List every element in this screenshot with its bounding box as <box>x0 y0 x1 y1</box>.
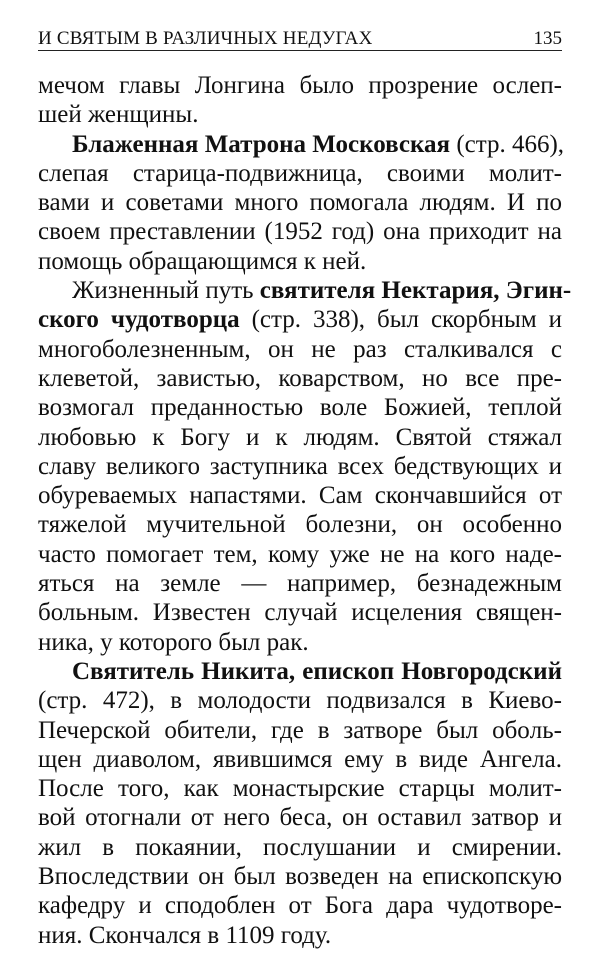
text-line <box>38 335 562 364</box>
text-segment: клеветой, завистью, коварством, но все пре- <box>38 364 562 392</box>
page-number: 135 <box>533 28 562 49</box>
text-line <box>38 891 562 920</box>
bold-name: ского чудотворца <box>38 306 240 334</box>
text-line <box>38 364 562 393</box>
text-segment: возмогал преданностью воле Божией, теплой <box>38 394 562 422</box>
text-segment: вой отогнали от него беса, он оставил затвор и <box>38 804 562 832</box>
running-title: И СВЯТЫМ В РАЗЛИЧНЫХ НЕДУГАХ <box>38 28 373 49</box>
bold-name: Святитель Никита, епископ Новгородский <box>72 657 562 685</box>
text-line <box>38 159 562 188</box>
text-line <box>38 305 562 334</box>
text-segment: Жизненный путь <box>72 277 260 305</box>
text-line <box>38 628 562 657</box>
paragraph <box>38 71 562 130</box>
text-line <box>38 657 562 686</box>
text-line <box>38 745 562 774</box>
text-line <box>38 803 562 832</box>
text-line <box>38 276 572 305</box>
text-line <box>38 100 562 129</box>
text-line <box>38 833 562 862</box>
text-segment: тяжелой мучительной болезни, он особенно <box>38 511 562 539</box>
text-segment: (стр. 472), в молодости подвизался в Киево- <box>38 687 562 715</box>
text-segment: После того, как монастырские старцы молит- <box>38 775 562 803</box>
paragraph <box>38 130 565 276</box>
text-line <box>38 130 565 159</box>
text-segment: больным. Известен случай исцеления священ- <box>38 599 562 627</box>
text-line <box>38 921 562 950</box>
text-segment: вами и советами много помогала людям. И по <box>38 189 562 217</box>
text-line <box>38 481 562 510</box>
text-line <box>38 71 562 100</box>
text-line <box>38 393 562 422</box>
text-line <box>38 598 562 627</box>
paragraph <box>38 657 562 950</box>
text-line <box>38 540 562 569</box>
text-segment: мечом главы Лонгина было прозрение ослеп- <box>38 72 562 99</box>
text-line <box>38 510 562 539</box>
text-line <box>38 217 562 246</box>
text-segment: яться на земле — например, безнадежным <box>38 570 562 598</box>
text-segment: (стр. 466), <box>450 130 565 158</box>
text-segment: славу великого заступника всех бедствующих и <box>38 452 562 480</box>
text-segment: кафедру и сподоблен от Бога дара чудотворе- <box>38 892 562 920</box>
bold-name: Блаженная Матрона Московская <box>72 130 451 158</box>
text-segment: жил в покаянии, послушании и смирении. <box>38 833 562 861</box>
text-line <box>38 569 562 598</box>
text-segment: любовью к Богу и к людям. Святой стяжал <box>38 423 562 451</box>
text-segment: ника, у которого был рак. <box>38 628 309 656</box>
text-segment: шей женщины. <box>38 101 199 129</box>
text-segment: своем преставлении (1952 год) она приходит на <box>38 218 562 246</box>
text-line <box>38 716 562 745</box>
text-segment: Печерской обители, где в затворе был обoль- <box>38 716 562 744</box>
text-line <box>38 862 562 891</box>
page-body <box>38 71 572 950</box>
text-line <box>38 423 562 452</box>
text-segment: слепая старица-подвижница, своими молит- <box>38 159 562 187</box>
text-segment: часто помогает тем, кому уже не на кого наде- <box>38 540 562 568</box>
text-segment: Впоследствии он был возведен на епископскую <box>38 863 562 891</box>
text-line <box>38 452 562 481</box>
text-segment: ния. Скончался в 1109 году. <box>38 921 332 949</box>
text-line <box>38 774 562 803</box>
text-segment: помощь обращающимся к ней. <box>38 247 367 275</box>
running-header <box>38 24 562 51</box>
paragraph <box>38 276 572 657</box>
text-segment: обуреваемых напастями. Сам скончавшийся от <box>38 482 562 510</box>
text-line <box>38 247 562 276</box>
text-segment: многоболезненным, он не раз сталкивался с <box>38 335 562 363</box>
text-line <box>38 188 562 217</box>
text-segment: щен диаволом, явившимся ему в виде Ангела. <box>38 745 562 773</box>
bold-name: святителя Нектария, Эгин- <box>259 277 572 305</box>
text-line <box>38 686 562 715</box>
text-segment: (стр. 338), был скорбным и <box>239 306 562 334</box>
